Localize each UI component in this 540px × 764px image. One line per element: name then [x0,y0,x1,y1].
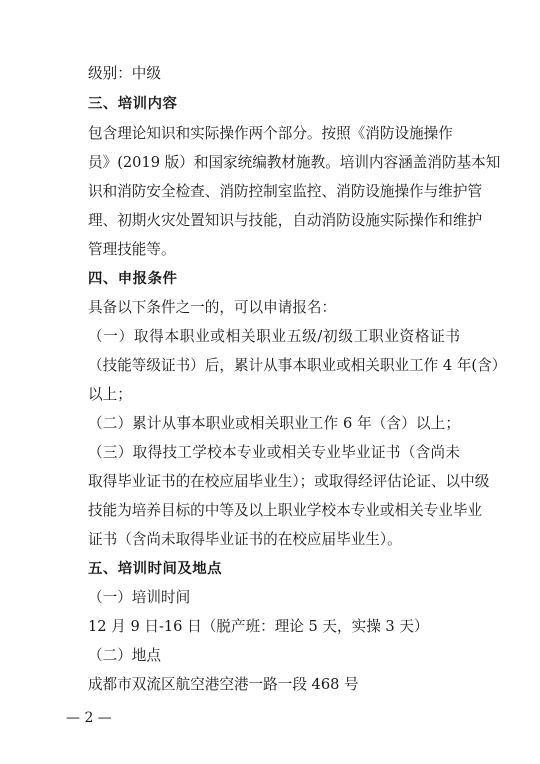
section-heading-requirements: 四、申报条件 [88,271,178,287]
subheading-location: （二）地点 [88,647,161,664]
paragraph-line: 识和消防安全检查、消防控制室监控、消防设施操作与维护管 [88,183,483,200]
paragraph-line: 包含理论知识和实际操作两个部分。按照《消防设施操作 [88,125,453,142]
paragraph-line: 具备以下条件之一的，可以申请报名： [88,299,337,316]
location-value: 成都市双流区航空港空港一路一段 468 号 [88,676,359,693]
section-heading-time-location: 五、培训时间及地点 [88,561,223,577]
training-time-value: 12 月 9 日-16 日（脱产班：理论 5 天，实操 3 天） [88,618,429,635]
page-number: — 2 — [66,710,112,726]
condition-3-line: 取得毕业证书的在校应届毕业生）；或取得经评估论证、以中级 [88,473,490,490]
subheading-training-time: （一）培训时间 [88,589,191,606]
condition-1-line: （技能等级证书）后，累计从事本职业或相关职业工作 4 年(含） [88,357,507,374]
paragraph-line: 管理技能等。 [88,241,176,258]
paragraph-line: 理、初期火灾处置知识与技能，自动消防设施实际操作和维护 [88,212,483,229]
condition-3-line: （三）取得技工学校本专业或相关专业毕业证书（含尚未 [88,444,460,461]
paragraph-line: 员》(2019 版）和国家统编教材施教。培训内容涵盖消防基本知 [88,154,501,171]
level-line: 级别：中级 [88,65,161,82]
condition-3-line: 技能为培养目标的中等及以上职业学校本专业或相关专业毕业 [88,502,483,519]
condition-3-line: 证书（含尚未取得毕业证书的在校应届毕业生）。 [88,531,402,548]
condition-1-line: 以上； [88,386,132,403]
condition-2-line: （二）累计从事本职业或相关职业工作 6 年（含）以上； [88,415,460,432]
section-heading-training-content: 三、培训内容 [88,96,178,112]
condition-1-line: （一）取得本职业或相关职业五级/初级工职业资格证书 [88,328,460,345]
